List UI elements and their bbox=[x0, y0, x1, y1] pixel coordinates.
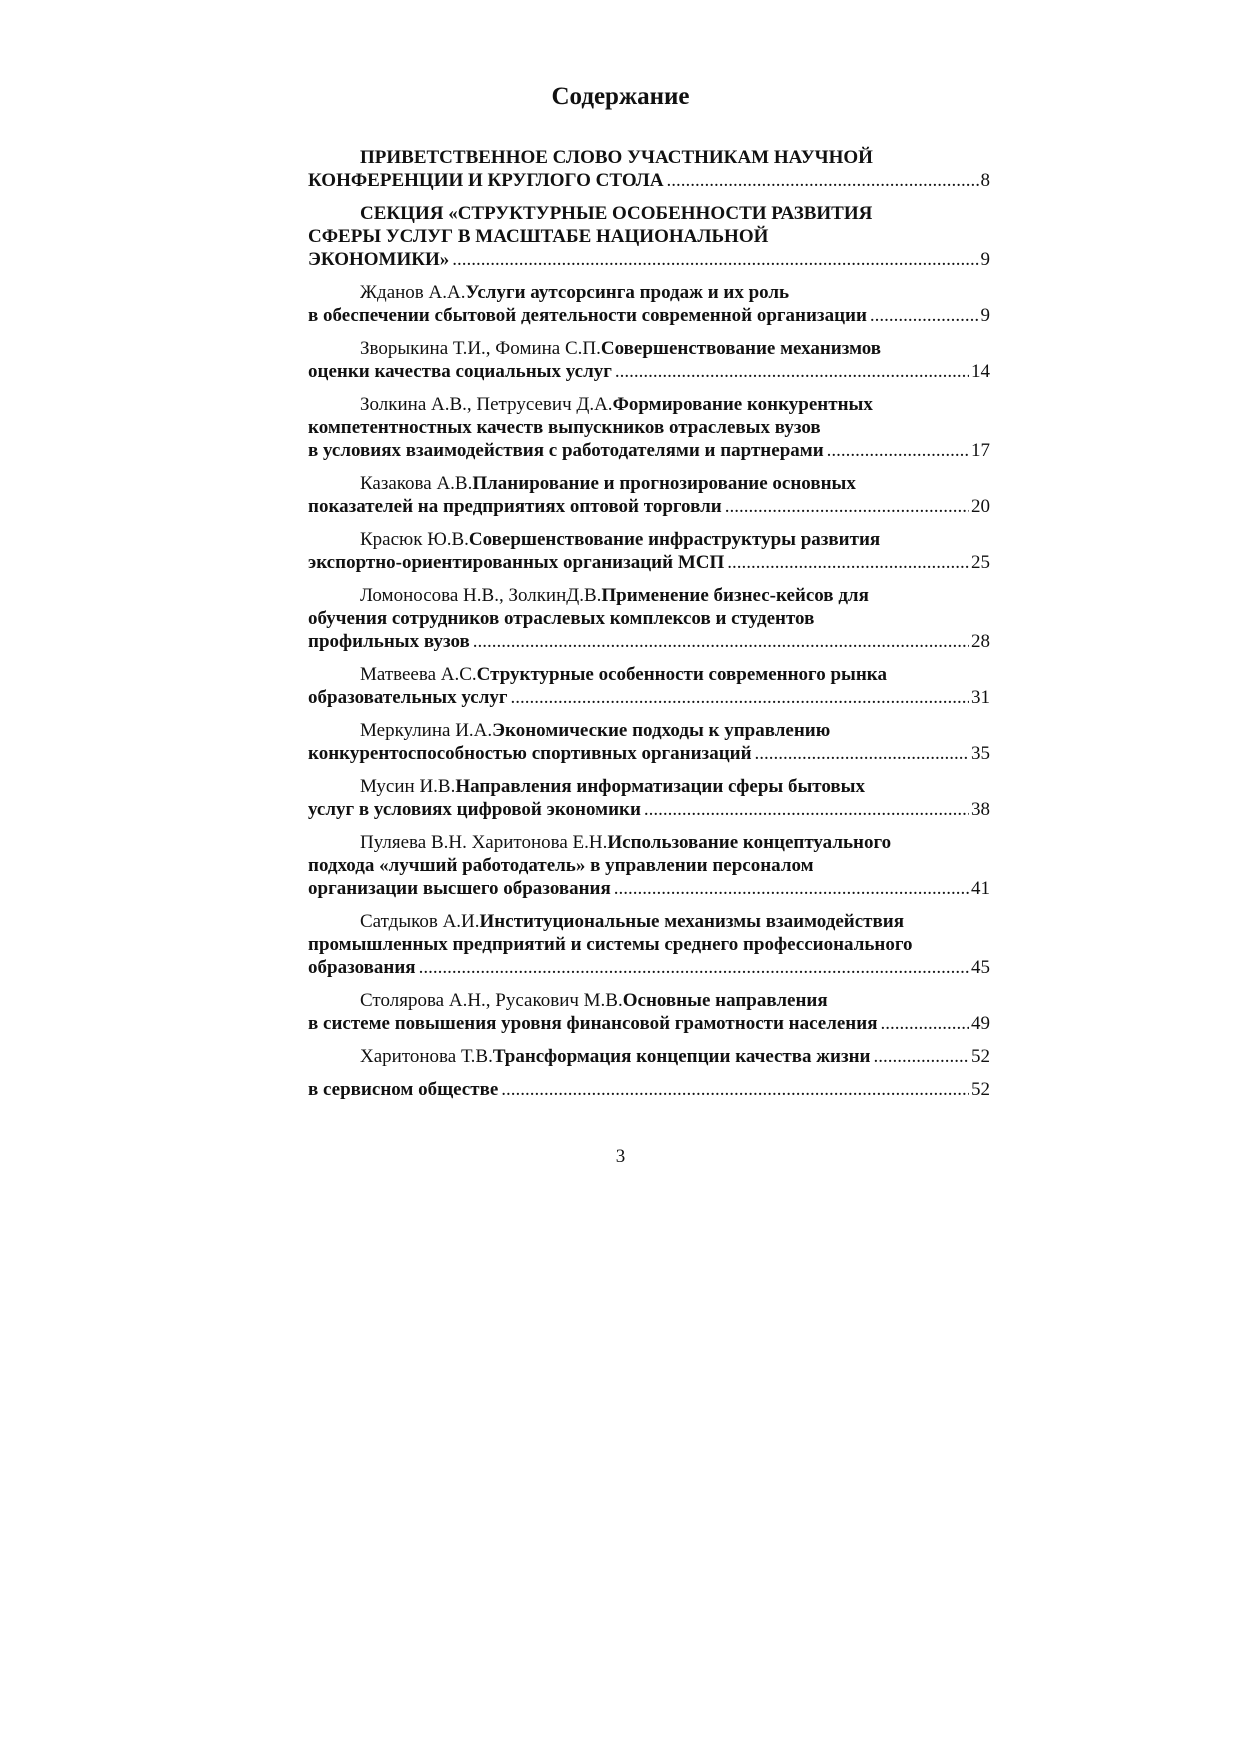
toc-entry-title: Применение бизнес-кейсов для bbox=[601, 585, 869, 606]
toc-entry-page-number: 28 bbox=[971, 631, 990, 652]
toc-entry-page-number: 31 bbox=[971, 687, 990, 708]
toc-entry-authors: Харитонова Т.В. bbox=[360, 1046, 493, 1067]
toc-entry-title: профильных вузов bbox=[308, 631, 470, 652]
table-of-contents bbox=[308, 146, 990, 1111]
toc-entry-line bbox=[308, 416, 990, 439]
toc-entry-title: СФЕРЫ УСЛУГ В МАСШТАБЕ НАЦИОНАЛЬНОЙ bbox=[308, 226, 769, 247]
toc-entry[interactable] bbox=[308, 202, 990, 281]
toc-entry-line bbox=[308, 528, 990, 551]
toc-entry-title: обучения сотрудников отраслевых комплексов и студентов bbox=[308, 608, 815, 629]
dot-leader bbox=[725, 495, 969, 518]
toc-entry-line bbox=[308, 360, 990, 383]
toc-entry-authors: Казакова А.В. bbox=[360, 473, 473, 494]
toc-entry-line bbox=[308, 551, 990, 574]
toc-entry-title: показателей на предприятиях оптовой торговли bbox=[308, 496, 722, 517]
toc-entry-line bbox=[308, 248, 990, 271]
toc-entry-line bbox=[308, 742, 990, 765]
dot-leader bbox=[874, 1045, 969, 1068]
toc-entry[interactable] bbox=[308, 719, 990, 775]
toc-entry-title: компетентностных качеств выпускников отраслевых вузов bbox=[308, 417, 821, 438]
toc-entry[interactable] bbox=[308, 1078, 990, 1111]
toc-entry-title: Трансформация концепции качества жизни bbox=[492, 1046, 871, 1067]
toc-entry-page-number: 41 bbox=[971, 878, 990, 899]
toc-entry-title: в обеспечении сбытовой деятельности современной организации bbox=[308, 305, 867, 326]
toc-entry-title: образовательных услуг bbox=[308, 687, 508, 708]
toc-entry-title: Основные направления bbox=[622, 990, 828, 1011]
toc-entry-page-number: 52 bbox=[971, 1079, 990, 1100]
toc-entry-authors: Красюк Ю.В. bbox=[360, 529, 469, 550]
toc-entry-authors: Меркулина И.А. bbox=[360, 720, 493, 741]
toc-entry-line bbox=[308, 798, 990, 821]
toc-entry-page-number: 9 bbox=[980, 249, 990, 270]
toc-entry-line bbox=[308, 584, 990, 607]
toc-entry-title: ПРИВЕТСТВЕННОЕ СЛОВО УЧАСТНИКАМ НАУЧНОЙ bbox=[360, 147, 873, 168]
toc-entry-title: Совершенствование инфраструктуры развития bbox=[468, 529, 881, 550]
toc-entry-line bbox=[308, 607, 990, 630]
toc-entry[interactable] bbox=[308, 663, 990, 719]
dot-leader bbox=[501, 1078, 969, 1101]
toc-entry-line bbox=[308, 877, 990, 900]
toc-entry[interactable] bbox=[308, 472, 990, 528]
toc-entry-line bbox=[308, 169, 990, 192]
toc-entry-title: образования bbox=[308, 957, 416, 978]
toc-entry-page-number: 17 bbox=[971, 440, 990, 461]
toc-entry[interactable] bbox=[308, 775, 990, 831]
dot-leader bbox=[870, 304, 979, 327]
toc-entry-page-number: 20 bbox=[971, 496, 990, 517]
toc-entry-title: организации высшего образования bbox=[308, 878, 611, 899]
toc-entry-line bbox=[308, 775, 990, 798]
toc-entry-line bbox=[308, 630, 990, 653]
toc-entry-line bbox=[308, 393, 990, 416]
toc-entry-line bbox=[308, 854, 990, 877]
toc-entry-page-number: 49 bbox=[971, 1013, 990, 1034]
page-title: Содержание bbox=[551, 83, 690, 110]
toc-entry-title: в условиях взаимодействия с работодателями и партнерами bbox=[308, 440, 824, 461]
toc-entry-line bbox=[308, 989, 990, 1012]
toc-entry-line bbox=[308, 1045, 990, 1068]
toc-entry-title: услуг в условиях цифровой экономики bbox=[308, 799, 641, 820]
toc-entry-title: Экономические подходы к управлению bbox=[492, 720, 831, 741]
dot-leader bbox=[452, 248, 978, 271]
toc-entry-title: Услуги аутсорсинга продаж и их роль bbox=[465, 282, 790, 303]
toc-entry-authors: Мусин И.В. bbox=[360, 776, 456, 797]
toc-entry-authors: Жданов А.А. bbox=[360, 282, 466, 303]
toc-entry-page-number: 25 bbox=[971, 552, 990, 573]
toc-entry-authors: Зворыкина Т.И., Фомина С.П. bbox=[360, 338, 601, 359]
toc-entry-title: Планирование и прогнозирование основных bbox=[472, 473, 856, 494]
toc-entry[interactable] bbox=[308, 337, 990, 393]
dot-leader bbox=[827, 439, 969, 462]
toc-entry[interactable] bbox=[308, 1045, 990, 1078]
toc-entry-line bbox=[308, 281, 990, 304]
toc-entry-line bbox=[308, 1012, 990, 1035]
dot-leader bbox=[727, 551, 969, 574]
toc-entry-title: Совершенствование механизмов bbox=[600, 338, 882, 359]
toc-entry-title: КОНФЕРЕНЦИИ И КРУГЛОГО СТОЛА bbox=[308, 170, 664, 191]
toc-entry[interactable] bbox=[308, 281, 990, 337]
toc-entry[interactable] bbox=[308, 584, 990, 663]
dot-leader bbox=[419, 956, 969, 979]
toc-entry[interactable] bbox=[308, 146, 990, 202]
toc-entry-page-number: 8 bbox=[980, 170, 990, 191]
toc-entry-authors: Столярова А.Н., Русакович М.В. bbox=[360, 990, 623, 1011]
toc-entry-authors: Матвеева А.С. bbox=[360, 664, 477, 685]
toc-entry-page-number: 14 bbox=[971, 361, 990, 382]
toc-entry-title: подхода «лучший работодатель» в управлении персоналом bbox=[308, 855, 814, 876]
toc-entry-line bbox=[308, 910, 990, 933]
toc-entry-title: ЭКОНОМИКИ» bbox=[308, 249, 450, 270]
toc-entry-line bbox=[308, 202, 990, 225]
dot-leader bbox=[755, 742, 969, 765]
toc-entry-line bbox=[308, 337, 990, 360]
dot-leader bbox=[644, 798, 969, 821]
toc-entry-title: Структурные особенности современного рынка bbox=[476, 664, 887, 685]
toc-entry-authors: Сатдыков А.И. bbox=[360, 911, 480, 932]
toc-entry-line bbox=[308, 439, 990, 462]
toc-entry-title: СЕКЦИЯ «СТРУКТУРНЫЕ ОСОБЕННОСТИ РАЗВИТИЯ bbox=[360, 203, 873, 224]
toc-entry-title: Использование концептуального bbox=[607, 832, 892, 853]
toc-entry-title: в системе повышения уровня финансовой грамотности населения bbox=[308, 1013, 878, 1034]
dot-leader bbox=[473, 630, 969, 653]
toc-entry-page-number: 9 bbox=[980, 305, 990, 326]
toc-entry-line bbox=[308, 933, 990, 956]
dot-leader bbox=[511, 686, 969, 709]
toc-entry-line bbox=[308, 831, 990, 854]
toc-entry-line bbox=[308, 956, 990, 979]
toc-entry-authors: Золкина А.В., Петрусевич Д.А. bbox=[360, 394, 613, 415]
toc-entry-title: Формирование конкурентных bbox=[612, 394, 873, 415]
toc-entry-line bbox=[308, 495, 990, 518]
toc-entry-line bbox=[308, 225, 990, 248]
toc-entry-line bbox=[308, 663, 990, 686]
dot-leader bbox=[614, 877, 969, 900]
toc-entry-authors: Пуляева В.Н. Харитонова Е.Н. bbox=[360, 832, 608, 853]
toc-entry-title: Институциональные механизмы взаимодействия bbox=[479, 911, 904, 932]
toc-entry-line bbox=[308, 304, 990, 327]
toc-entry-title: оценки качества социальных услуг bbox=[308, 361, 612, 382]
toc-entry-authors: Ломоносова Н.В., ЗолкинД.В. bbox=[360, 585, 602, 606]
toc-entry[interactable] bbox=[308, 393, 990, 472]
toc-entry-page-number: 52 bbox=[971, 1046, 990, 1067]
dot-leader bbox=[667, 169, 979, 192]
toc-entry[interactable] bbox=[308, 831, 990, 910]
toc-entry-title: конкурентоспособностью спортивных организаций bbox=[308, 743, 752, 764]
toc-entry-page-number: 35 bbox=[971, 743, 990, 764]
dot-leader bbox=[880, 1012, 969, 1035]
toc-entry-title: в сервисном обществе bbox=[308, 1079, 499, 1100]
toc-entry-title: Направления информатизации сферы бытовых bbox=[455, 776, 866, 797]
toc-entry[interactable] bbox=[308, 989, 990, 1045]
toc-entry-title: промышленных предприятий и системы среднего профессионального bbox=[308, 934, 913, 955]
toc-entry-line bbox=[308, 472, 990, 495]
toc-entry-line bbox=[308, 146, 990, 169]
page-number: 3 bbox=[615, 1146, 626, 1167]
toc-entry-line bbox=[308, 1078, 990, 1101]
toc-entry-title: экспортно-ориентированных организаций МСП bbox=[308, 552, 725, 573]
dot-leader bbox=[615, 360, 969, 383]
toc-entry[interactable] bbox=[308, 528, 990, 584]
toc-entry-line bbox=[308, 719, 990, 742]
toc-entry-page-number: 45 bbox=[971, 957, 990, 978]
toc-entry-page-number: 38 bbox=[971, 799, 990, 820]
toc-entry[interactable] bbox=[308, 910, 990, 989]
toc-entry-line bbox=[308, 686, 990, 709]
